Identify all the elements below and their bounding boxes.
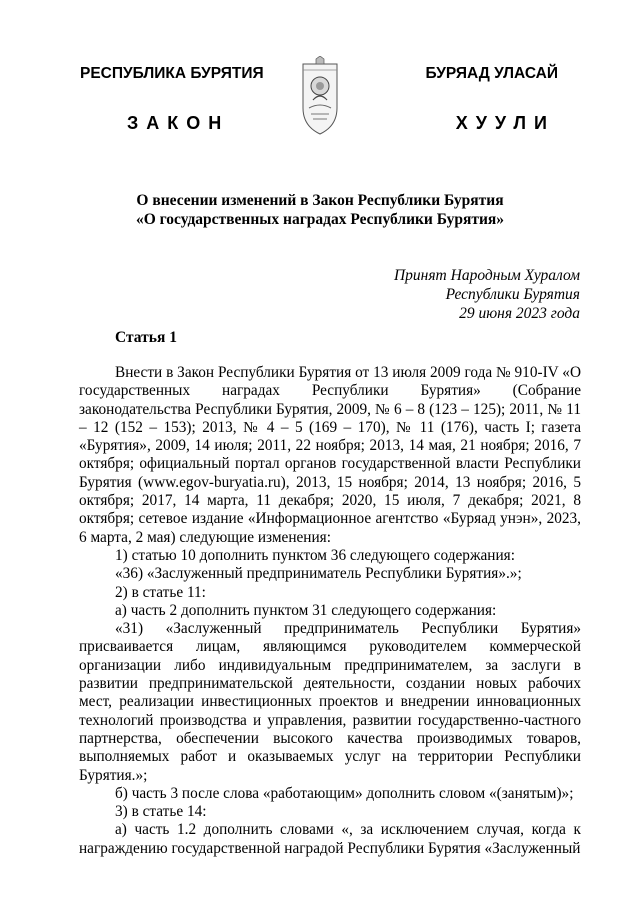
header-law-bua: ХУУЛИ [455,113,555,133]
adoption-note-line2: Республики Бурятия [445,286,580,303]
law-title-line1: О внесении изменений в Закон Республики Бурятия [136,192,504,209]
paragraph: 2) в статье 11: [115,583,206,601]
paragraph: 3) в статье 14: [115,803,207,821]
article-body [79,364,581,858]
header-republic-bua: БУРЯАД УЛАСАЙ [425,65,558,82]
paragraph: 1) статью 10 дополнить пунктом 36 следующего содержания: [115,546,515,564]
paragraph: «31) «Заслуженный предприниматель Республики Бурятия» присваивается лицам, являющимся руководителем коммерческой организации либо индивидуальным предпринимателем, за заслуги в развитии предпринимательской деятельности, создании новых рабочих мест, реализации инвестиционных проектов и внедрении инновационных технологий производства и управления, развитии государственно-частного партнерства, обеспечении высокого качества производимых товаров, выполняемых работ и оказываемых услуг на территории Республики Бурятия.»; [79,620,581,784]
article-heading: Статья 1 [115,329,177,346]
paragraph: а) часть 2 дополнить пунктом 31 следующего содержания: [115,601,497,619]
law-title-line2: «О государственных наградах Республики Бурятия» [135,211,505,228]
paragraph: а) часть 1.2 дополнить словами «, за исключением случая, когда к награждению государственной наградой Республики Бурятия «Заслуженный [79,821,581,857]
adoption-date: 29 июня 2023 года [459,305,580,322]
header-law-ru: ЗАКОН [127,113,230,133]
adoption-note [394,266,580,323]
paragraph: б) часть 3 после слова «работающим» дополнить словом «(занятым)»; [115,784,574,802]
law-title [80,191,560,229]
paragraph: «36) «Заслуженный предприниматель Республики Бурятия».»; [115,565,522,583]
coat-of-arms-icon [299,56,341,136]
paragraph-intro: Внести в Закон Республики Бурятия от 13 июля 2009 года № 910-IV «О государственных наградах Республики Бурятия» (Собрание законодательства Республики Бурятия, 2009, № 6 – 8 (123 – 125); 2011, № 11 – 12 (152 – 153); 2013, № 4 – 5 (169 – 170), № 11 (176), часть I; газета «Бурятия», 2009, 14 июля; 2011, 22 ноября; 2013, 14 мая, 21 ноября; 2016, 7 октября; официальный портал органов государственной власти Республики Бурятия (www.egov-buryatia.ru), 2013, 15 ноября; 2014, 13 ноября; 2016, 5 октября; 2017, 14 марта, 11 декабря; 2020, 15 июля, 7 декабря; 2021, 8 октября; сетевое издание «Информационное агентство «Буряад унэн», 2023, 6 марта, 2 мая) следующие изменения: [79,364,581,546]
header-republic-ru: РЕСПУБЛИКА БУРЯТИЯ [80,65,264,82]
adoption-note-line1: Принят Народным Хуралом [393,267,580,284]
